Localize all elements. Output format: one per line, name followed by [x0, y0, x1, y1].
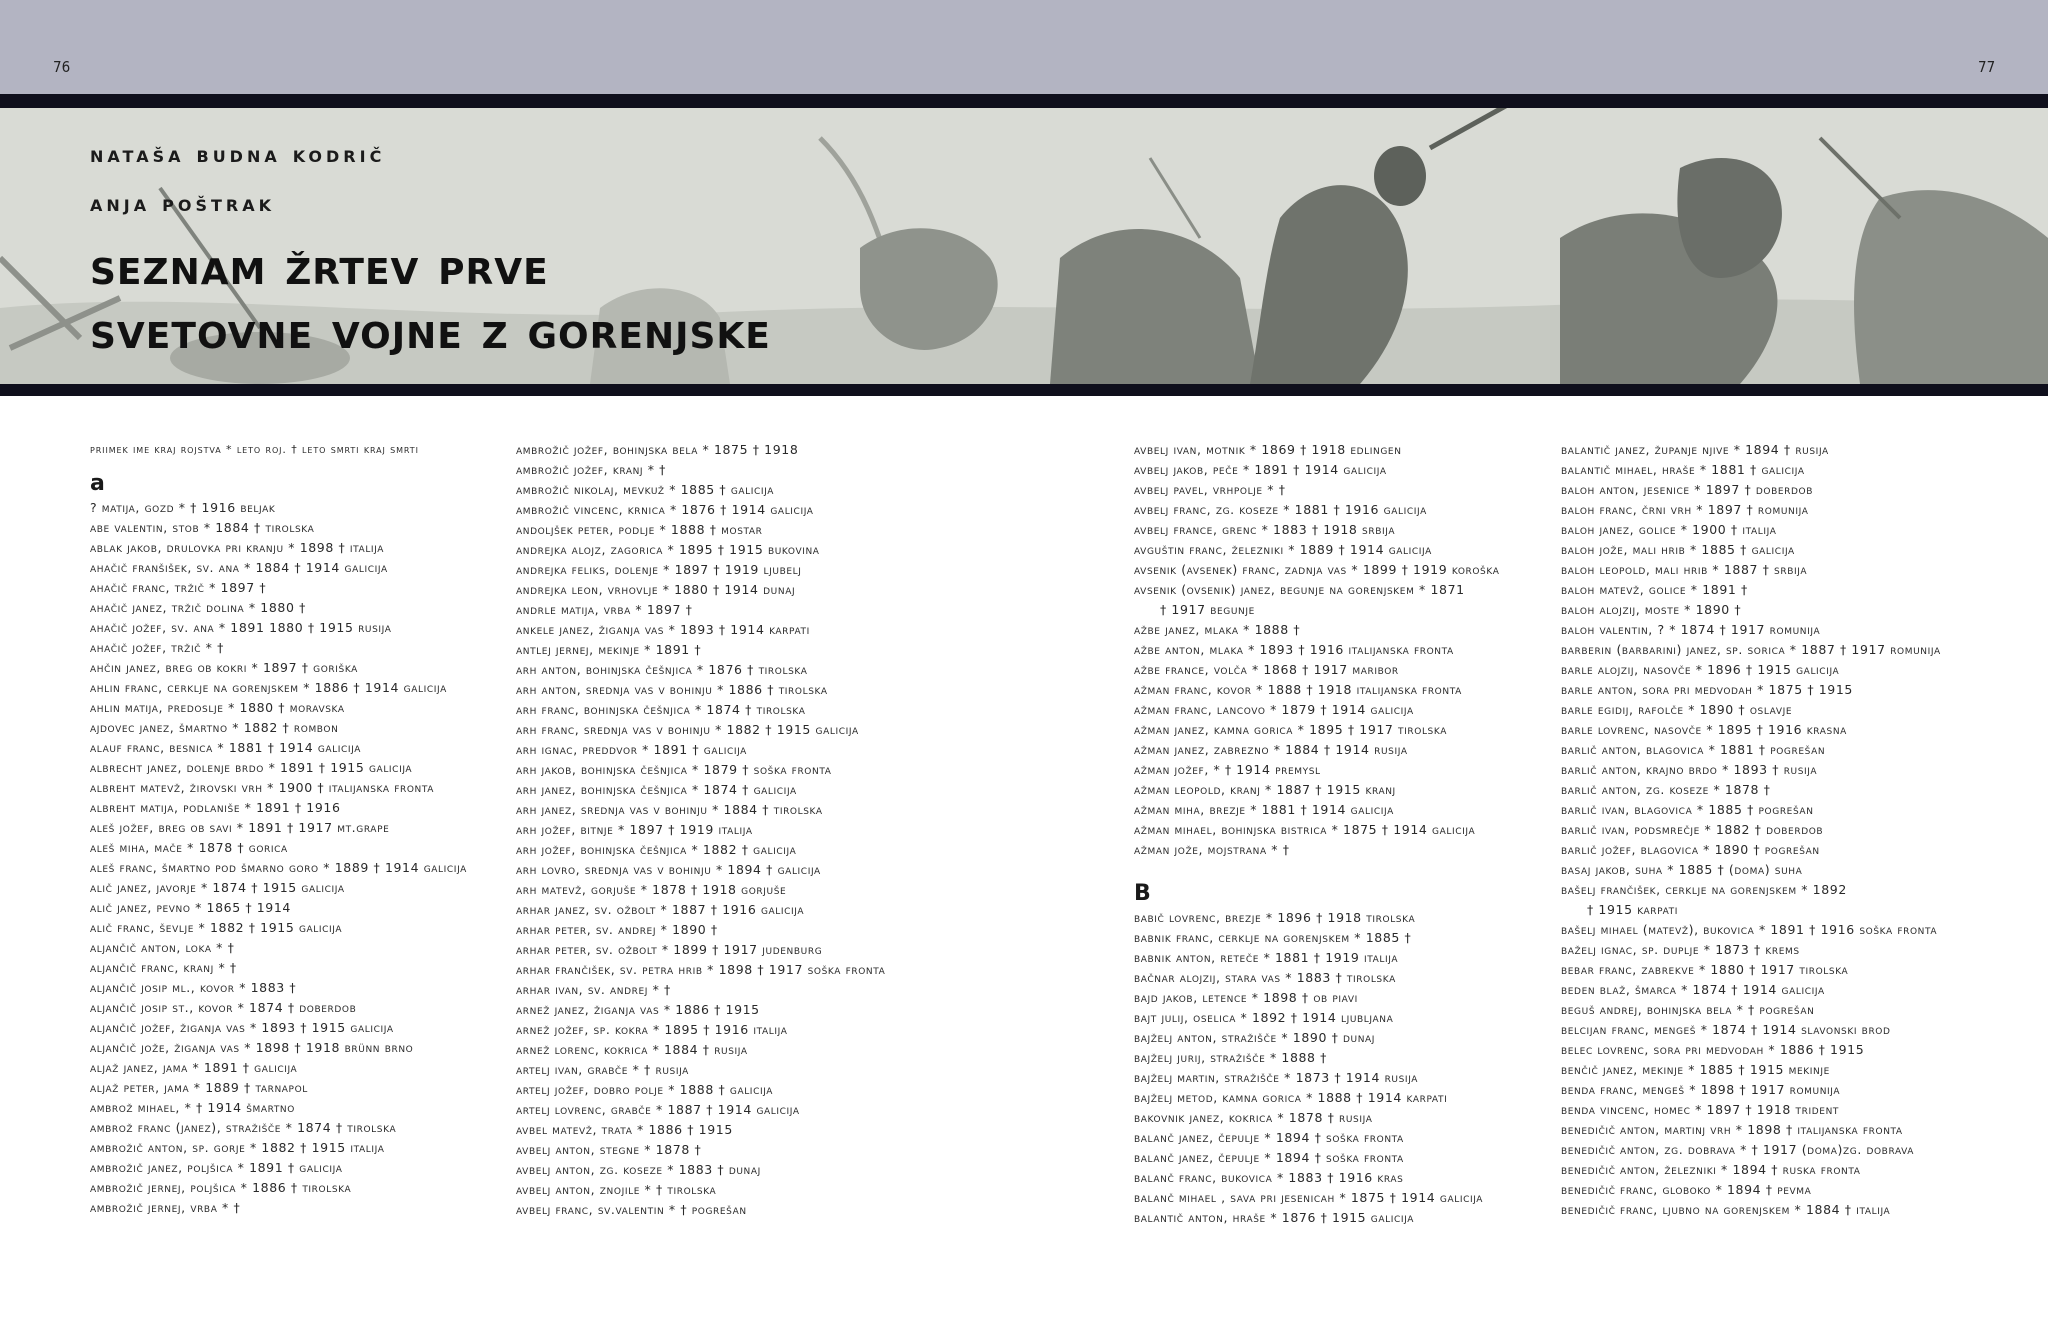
title-line-1: seznam žrtev prve: [90, 238, 549, 297]
entry-line: baloh alojzij, moste * 1890 †: [1561, 602, 1742, 617]
entry-line: benda franc, mengeš * 1898 † 1917 romunija: [1561, 1082, 1841, 1097]
column-1-list: [90, 498, 510, 1218]
entry-line: barberin (barbarini) janez, sp. sorica * 1887 † 1917 romunija: [1561, 642, 1941, 657]
entry-line: avbelj franc, zg. koseze * 1881 † 1916 galicija: [1134, 502, 1427, 517]
entry-line: albreht matevž, žirovski vrh * 1900 † italijanska fronta: [90, 780, 435, 795]
entry-line: ahačič franc, tržič * 1897 †: [90, 580, 267, 595]
top-band: [0, 0, 2048, 94]
entry-line: aleš miha, mače * 1878 † gorica: [90, 840, 288, 855]
entry-line: avsenik (ovsenik) janez, begunje na gorenjskem * 1871: [1134, 582, 1465, 597]
entry-line: arh franc, srednja vas v bohinju * 1882 † 1915 galicija: [516, 722, 859, 737]
column-3-list-b: [1134, 908, 1554, 1228]
entry-line: ahlin franc, cerklje na gorenjskem * 1886 † 1914 galicija: [90, 680, 447, 695]
entry-line: avguštin franc, železniki * 1889 † 1914 galicija: [1134, 542, 1432, 557]
entry-line: albreht matija, podlaniše * 1891 † 1916: [90, 800, 341, 815]
entry-line: barle lovrenc, nasovče * 1895 † 1916 krasna: [1561, 722, 1847, 737]
entry-line: ažman mihael, bohinjska bistrica * 1875 † 1914 galicija: [1134, 822, 1476, 837]
entry-line: arh matevž, gorjuše * 1878 † 1918 gorjuše: [516, 882, 787, 897]
entry-line: baželj ignac, sp. duplje * 1873 † krems: [1561, 942, 1800, 957]
section-gap: [1134, 860, 1554, 880]
entry-line: andrejka alojz, zagorica * 1895 † 1915 bukovina: [516, 542, 820, 557]
entry-line: arhar frančišek, sv. petra hrib * 1898 † 1917 soška fronta: [516, 962, 886, 977]
entry-line: aleš franc, šmartno pod šmarno goro * 1889 † 1914 galicija: [90, 860, 467, 875]
entry-line: barlič anton, blagovica * 1881 † pogrešan: [1561, 742, 1826, 757]
entry-line: bajd jakob, letence * 1898 † ob piavi: [1134, 990, 1358, 1005]
entry-line: ažman janez, zabrezno * 1884 † 1914 rusija: [1134, 742, 1408, 757]
bottom-rule: [0, 384, 2048, 396]
entry-line: avbelj jakob, peče * 1891 † 1914 galicija: [1134, 462, 1387, 477]
entry-line: benedičič franc, globoko * 1894 † pevma: [1561, 1182, 1812, 1197]
entry-line: bašelj mihael (matevž), bukovica * 1891 † 1916 soška fronta: [1561, 922, 1938, 937]
entry-line: avsenik (avsenek) franc, zadnja vas * 1899 † 1919 koroška: [1134, 562, 1500, 577]
entry-line: ažman jože, mojstrana * †: [1134, 842, 1290, 857]
entry-line: beden blaž, šmarca * 1874 † 1914 galicija: [1561, 982, 1825, 997]
entry-line: ahačič franšišek, sv. ana * 1884 † 1914 galicija: [90, 560, 388, 575]
entry-line: aljančič jožef, žiganja vas * 1893 † 1915 galicija: [90, 1020, 394, 1035]
entry-line: alič janez, pevno * 1865 † 1914: [90, 900, 291, 915]
entry-line: abe valentin, stob * 1884 † tirolska: [90, 520, 315, 535]
entry-line: ankele janez, žiganja vas * 1893 † 1914 karpati: [516, 622, 810, 637]
column-1: [90, 440, 510, 1218]
entry-line: bakovnik janez, kokrica * 1878 † rusija: [1134, 1110, 1373, 1125]
entry-line: ažman franc, lancovo * 1879 † 1914 galicija: [1134, 702, 1414, 717]
entry-line: avbelj anton, znojile * † tirolska: [516, 1182, 717, 1197]
entry-line: ? matija, gozd * † 1916 beljak: [90, 500, 276, 515]
entry-line: bačnar alojzij, stara vas * 1883 † tirolska: [1134, 970, 1396, 985]
entry-line: arh janez, srednja vas v bohinju * 1884 † tirolska: [516, 802, 823, 817]
entry-line: aljančič franc, kranj * †: [90, 960, 237, 975]
entry-line: aljančič anton, loka * †: [90, 940, 235, 955]
column-4-list: [1561, 440, 1981, 1220]
entry-line: alič franc, ševlje * 1882 † 1915 galicija: [90, 920, 343, 935]
entry-line: ažbe anton, mlaka * 1893 † 1916 italijanska fronta: [1134, 642, 1454, 657]
page-number-left: 76: [53, 58, 71, 76]
entry-line: baloh anton, jesenice * 1897 † doberdob: [1561, 482, 1814, 497]
entry-line: artelj lovrenc, grabče * 1887 † 1914 galicija: [516, 1102, 800, 1117]
entry-line: aljaž peter, jama * 1889 † tarnapol: [90, 1080, 308, 1095]
entry-line: avbel matevž, trata * 1886 † 1915: [516, 1122, 733, 1137]
entry-line: aljančič josip st., kovor * 1874 † doberdob: [90, 1000, 357, 1015]
entry-line: benedičič franc, ljubno na gorenjskem * 1884 † italija: [1561, 1202, 1891, 1217]
entry-line: baloh matevž, golice * 1891 †: [1561, 582, 1748, 597]
entry-line: aljančič josip ml., kovor * 1883 †: [90, 980, 297, 995]
entry-line: ambrožič anton, sp. gorje * 1882 † 1915 italija: [90, 1140, 385, 1155]
column-3-list-a: [1134, 440, 1554, 860]
entry-line: avbelj franc, sv.valentin * † pogrešan: [516, 1202, 747, 1217]
entry-line: antlej jernej, mekinje * 1891 †: [516, 642, 702, 657]
section-letter-a: a: [90, 471, 106, 496]
column-2: [516, 440, 936, 1220]
entry-line: artelj jožef, dobro polje * 1888 † galicija: [516, 1082, 774, 1097]
author-1: nataša budna kodrič: [90, 142, 386, 168]
entry-line: arh jakob, bohinjska češnjica * 1879 † soška fronta: [516, 762, 832, 777]
entry-line: artelj ivan, grabče * † rusija: [516, 1062, 689, 1077]
page-number-right: 77: [1978, 58, 1996, 76]
entry-line: barle anton, sora pri medvodah * 1875 † 1915: [1561, 682, 1853, 697]
entry-line: bajželj anton, stražišče * 1890 † dunaj: [1134, 1030, 1376, 1045]
entry-line: barle egidij, rafolče * 1890 † oslavje: [1561, 702, 1793, 717]
header-banner: [0, 108, 2048, 384]
entry-line: avbelj anton, stegne * 1878 †: [516, 1142, 702, 1157]
entry-line: barlič jožef, blagovica * 1890 † pogrešan: [1561, 842, 1820, 857]
entry-line: arh franc, bohinjska češnjica * 1874 † tirolska: [516, 702, 806, 717]
entry-line: barlič ivan, podsmrečje * 1882 † doberdob: [1561, 822, 1824, 837]
entry-line: ajdovec janez, šmartno * 1882 † rombon: [90, 720, 339, 735]
entry-line: alauf franc, besnica * 1881 † 1914 galicija: [90, 740, 362, 755]
entry-line: ambrož mihael, * † 1914 šmartno: [90, 1100, 295, 1115]
entry-line: ablak jakob, drulovka pri kranju * 1898 † italija: [90, 540, 385, 555]
entry-line: ahlin matija, predoslje * 1880 † moravska: [90, 700, 345, 715]
entry-line: arh jožef, bohinjska češnjica * 1882 † galicija: [516, 842, 797, 857]
column-2-list: [516, 440, 936, 1220]
entry-line: alič janez, javorje * 1874 † 1915 galicija: [90, 880, 345, 895]
entry-line: arhar janez, sv. ožbolt * 1887 † 1916 galicija: [516, 902, 805, 917]
section-letter-b: B: [1134, 881, 1152, 906]
entry-line: benedičič anton, martinj vrh * 1898 † italijanska fronta: [1561, 1122, 1903, 1137]
entry-line: benčič janez, mekinje * 1885 † 1915 mekinje: [1561, 1062, 1830, 1077]
entry-line: avbelj ivan, motnik * 1869 † 1918 edlingen: [1134, 442, 1402, 457]
entry-line: ambrožič jernej, vrba * †: [90, 1200, 241, 1215]
entry-line: ahčin janez, breg ob kokri * 1897 † goriška: [90, 660, 358, 675]
entry-line: arnež lorenc, kokrica * 1884 † rusija: [516, 1042, 748, 1057]
entry-line: ambrožič jernej, poljšica * 1886 † tirolska: [90, 1180, 352, 1195]
entry-line: arhar ivan, sv. andrej * †: [516, 982, 671, 997]
entry-line: balanč janez, čepulje * 1894 † soška fronta: [1134, 1150, 1404, 1165]
entry-line: arnež janez, žiganja vas * 1886 † 1915: [516, 1002, 760, 1017]
article-title: [90, 236, 771, 364]
entry-line: avbelj anton, zg. koseze * 1883 † dunaj: [516, 1162, 761, 1177]
entry-line: babič lovrenc, brezje * 1896 † 1918 tirolska: [1134, 910, 1416, 925]
entry-line: belcijan franc, mengeš * 1874 † 1914 slavonski brod: [1561, 1022, 1891, 1037]
entry-line: ambrožič nikolaj, mevkuž * 1885 † galicija: [516, 482, 775, 497]
entry-line: baloh valentin, ? * 1874 † 1917 romunija: [1561, 622, 1821, 637]
entry-line: basaj jakob, suha * 1885 † (doma) suha: [1561, 862, 1803, 877]
entry-line: baloh jože, mali hrib * 1885 † galicija: [1561, 542, 1795, 557]
entry-line: ažman miha, brezje * 1881 † 1914 galicija: [1134, 802, 1394, 817]
entry-line: ažbe janez, mlaka * 1888 †: [1134, 622, 1301, 637]
entry-line: ambrožič jožef, kranj * †: [516, 462, 667, 477]
entry-line: ažman jožef, * † 1914 premysl: [1134, 762, 1321, 777]
entry-line: ažman leopold, kranj * 1887 † 1915 kranj: [1134, 782, 1396, 797]
column-4: [1561, 440, 1981, 1220]
entry-line: baloh franc, črni vrh * 1897 † romunija: [1561, 502, 1809, 517]
entry-line: ambrožič jožef, bohinjska bela * 1875 † 1918: [516, 442, 799, 457]
entry-line: arnež jožef, sp. kokra * 1895 † 1916 italija: [516, 1022, 788, 1037]
entry-line: bajt julij, oselica * 1892 † 1914 ljubljana: [1134, 1010, 1394, 1025]
entry-line: babnik anton, reteče * 1881 † 1919 italija: [1134, 950, 1399, 965]
entry-line: ažman franc, kovor * 1888 † 1918 italijanska fronta: [1134, 682, 1462, 697]
entry-line: andrejka leon, vrhovlje * 1880 † 1914 dunaj: [516, 582, 796, 597]
entry-line: balanč mihael , sava pri jesenicah * 1875 † 1914 galicija: [1134, 1190, 1484, 1205]
entry-line: benedičič anton, zg. dobrava * † 1917 (doma)zg. dobrava: [1561, 1142, 1915, 1157]
author-2: anja poštrak: [90, 191, 275, 217]
entry-line: barlič anton, zg. koseze * 1878 †: [1561, 782, 1771, 797]
entry-line: balantič anton, hraše * 1876 † 1915 galicija: [1134, 1210, 1414, 1225]
entry-line: baloh leopold, mali hrib * 1887 † srbija: [1561, 562, 1808, 577]
entry-line: bašelj frančišek, cerklje na gorenjskem * 1892: [1561, 882, 1847, 897]
entry-line: bajželj metod, kamna gorica * 1888 † 1914 karpati: [1134, 1090, 1448, 1105]
legend-line: priimek ime kraj rojstva * leto roj. † leto smrti kraj smrti: [90, 443, 419, 456]
entry-line: barlič anton, krajno brdo * 1893 † rusija: [1561, 762, 1818, 777]
entry-line: arh janez, bohinjska češnjica * 1874 † galicija: [516, 782, 797, 797]
entry-line: aljančič jože, žiganja vas * 1898 † 1918 brünn brno: [90, 1040, 414, 1055]
entry-line: arhar peter, sv. ožbolt * 1899 † 1917 judenburg: [516, 942, 823, 957]
entry-line: andrle matija, vrba * 1897 †: [516, 602, 693, 617]
entry-line: ažman janez, kamna gorica * 1895 † 1917 tirolska: [1134, 722, 1447, 737]
entry-line: baloh janez, golice * 1900 † italija: [1561, 522, 1777, 537]
entry-line: arh anton, bohinjska češnjica * 1876 † tirolska: [516, 662, 808, 677]
entry-line: ambrož franc (janez), stražišče * 1874 † tirolska: [90, 1120, 397, 1135]
top-rule: [0, 94, 2048, 108]
title-line-2: svetovne vojne z gorenjske: [90, 302, 771, 361]
entry-line: arh jožef, bitnje * 1897 † 1919 italija: [516, 822, 753, 837]
entry-line: bebar franc, zabrekve * 1880 † 1917 tirolska: [1561, 962, 1849, 977]
entry-line: barlič ivan, blagovica * 1885 † pogrešan: [1561, 802, 1814, 817]
entry-line: aljaž janez, jama * 1891 † galicija: [90, 1060, 298, 1075]
entry-line: barle alojzij, nasovče * 1896 † 1915 galicija: [1561, 662, 1840, 677]
entry-line: arh ignac, preddvor * 1891 † galicija: [516, 742, 747, 757]
entry-line: ahačič jožef, tržič * †: [90, 640, 224, 655]
entry-line: babnik franc, cerklje na gorenjskem * 1885 †: [1134, 930, 1412, 945]
entry-line: benedičič anton, železniki * 1894 † ruska fronta: [1561, 1162, 1861, 1177]
entry-line: aleš jožef, breg ob savi * 1891 † 1917 mt.grape: [90, 820, 390, 835]
entry-line: balanč janez, čepulje * 1894 † soška fronta: [1134, 1130, 1404, 1145]
entry-line: avbelj france, grenc * 1883 † 1918 srbija: [1134, 522, 1396, 537]
entry-line: † 1915 karpati: [1587, 902, 1679, 917]
entry-line: andoljšek peter, podlje * 1888 † mostar: [516, 522, 763, 537]
entry-line: avbelj pavel, vrhpolje * †: [1134, 482, 1286, 497]
entry-line: † 1917 begunje: [1160, 602, 1255, 617]
entry-line: arhar peter, sv. andrej * 1890 †: [516, 922, 718, 937]
entry-line: beguš andrej, bohinjska bela * † pogrešan: [1561, 1002, 1815, 1017]
entry-line: bajželj martin, stražišče * 1873 † 1914 rusija: [1134, 1070, 1419, 1085]
entry-line: ahačič jožef, sv. ana * 1891 1880 † 1915 rusija: [90, 620, 392, 635]
entry-line: bajželj jurij, stražišče * 1888 †: [1134, 1050, 1328, 1065]
entry-line: arh lovro, srednja vas v bohinju * 1894 † galicija: [516, 862, 821, 877]
entry-line: benda vincenc, homec * 1897 † 1918 trident: [1561, 1102, 1840, 1117]
entry-line: arh anton, srednja vas v bohinju * 1886 † tirolska: [516, 682, 828, 697]
entry-line: ahačič janez, tržič dolina * 1880 †: [90, 600, 306, 615]
entry-line: ambrožič vincenc, krnica * 1876 † 1914 galicija: [516, 502, 814, 517]
column-3: [1134, 440, 1554, 1228]
entry-line: albrecht janez, dolenje brdo * 1891 † 1915 galicija: [90, 760, 413, 775]
entry-line: belec lovrenc, sora pri medvodah * 1886 † 1915: [1561, 1042, 1865, 1057]
entry-line: andrejka feliks, dolenje * 1897 † 1919 ljubelj: [516, 562, 802, 577]
entry-line: ambrožič janez, poljšica * 1891 † galicija: [90, 1160, 343, 1175]
entry-line: ažbe france, volča * 1868 † 1917 maribor: [1134, 662, 1399, 677]
entry-line: balanč franc, bukovica * 1883 † 1916 kras: [1134, 1170, 1404, 1185]
entry-line: balantič janez, županje njive * 1894 † rusija: [1561, 442, 1829, 457]
entry-line: balantič mihael, hraše * 1881 † galicija: [1561, 462, 1805, 477]
